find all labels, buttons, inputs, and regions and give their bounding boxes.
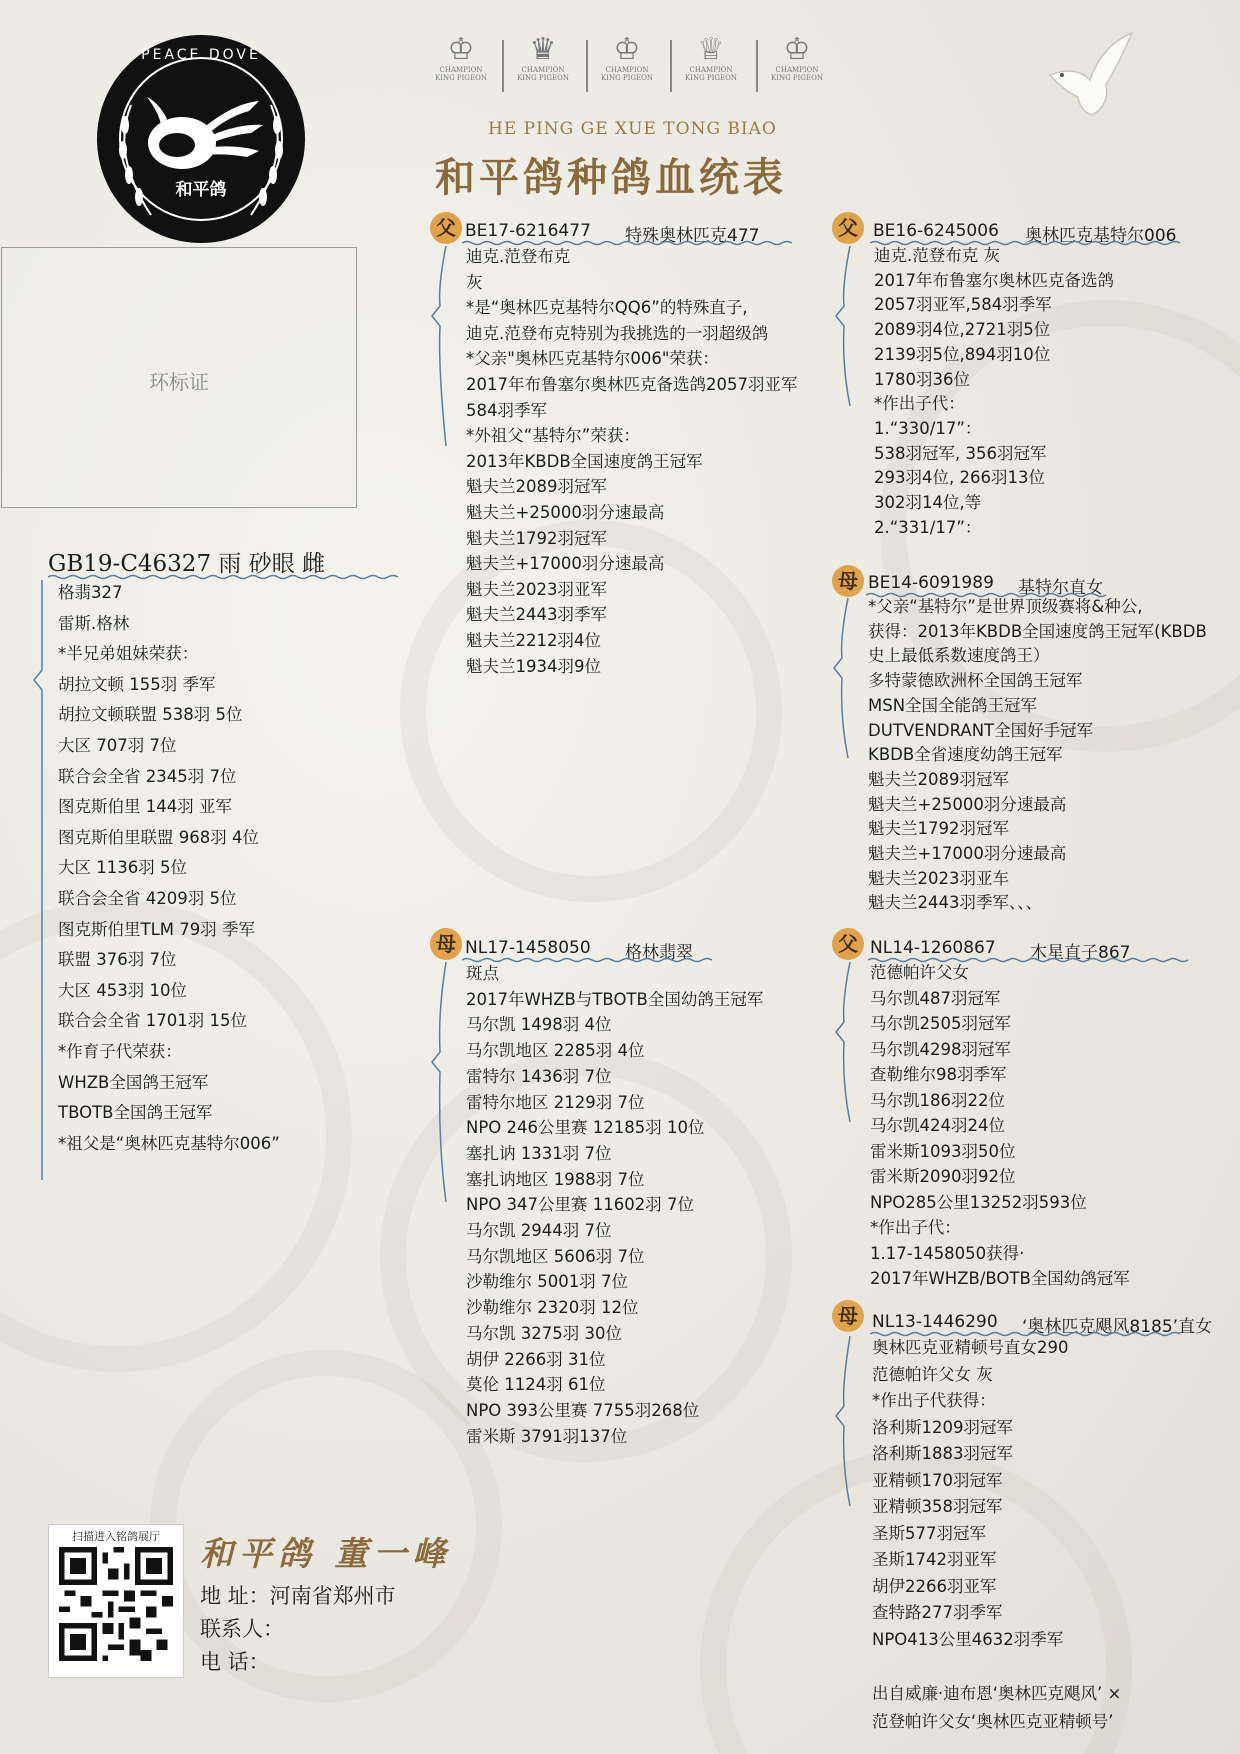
detail-line: 联合会全省 4209羽 5位: [58, 888, 237, 908]
sire-dam-id: BE14-6091989: [868, 573, 994, 593]
crown-icon: ♕: [697, 32, 725, 67]
crown-caption: KING PIGEON: [435, 74, 487, 82]
detail-line: *祖父是“奥林匹克基特尔006”: [58, 1133, 280, 1153]
dam-dam-id: NL13-1446290: [872, 1312, 998, 1332]
detail-line: *作出子代：: [870, 1218, 961, 1237]
detail-line: 图克斯伯里TLM 79羽 季军: [58, 919, 255, 939]
detail-line: 雷特尔地区 2129羽 7位: [466, 1092, 645, 1112]
dam-sire-badge: 父: [832, 928, 864, 960]
detail-line: NPO413公里4632羽季军: [872, 1629, 1064, 1649]
detail-line: 迪克.范登布克: [466, 247, 571, 266]
detail-line: 灰: [466, 272, 483, 292]
detail-line: NPO 246公里赛 12185羽 10位: [466, 1118, 705, 1138]
detail-line: 2139羽5位,894羽10位: [874, 344, 1051, 364]
dam-sire-name: 木星直子867: [1030, 943, 1131, 963]
contact-line: 联系人：: [200, 1617, 284, 1641]
detail-line: 魁夫兰+25000羽分速最高: [868, 794, 1067, 814]
sire-dam-badge: 母: [832, 565, 864, 597]
detail-line: 塞扎讷 1331羽 7位: [466, 1143, 612, 1163]
detail-line: 马尔凯2505羽冠军: [870, 1014, 1011, 1033]
detail-line: 雷米斯1093羽50位: [870, 1141, 1016, 1161]
crown-caption: CHAMPION: [689, 66, 733, 74]
detail-line: *作出子代：: [874, 394, 965, 414]
detail-line: 302羽14位,等: [874, 493, 982, 513]
sire-dam-details: [868, 595, 1207, 916]
qr-caption: 扫描进入铭鸽展厅: [72, 1530, 160, 1543]
detail-line: 马尔凯4298羽冠军: [870, 1039, 1011, 1059]
crown-badge: [512, 34, 574, 94]
detail-line: 584羽季军: [466, 400, 547, 420]
detail-line: 沙勒维尔 5001羽 7位: [466, 1272, 628, 1292]
crown-caption: KING PIGEON: [517, 74, 569, 82]
address-line: 地 址：河南省郑州市: [200, 1584, 396, 1608]
qr-code-icon[interactable]: [59, 1547, 173, 1661]
detail-line: KBDB全省速度幼鸽王冠军: [868, 745, 1063, 765]
detail-line: 雷斯.格林: [58, 613, 130, 633]
divider: [670, 40, 672, 92]
bracket-line: [428, 246, 450, 446]
crown-caption: CHAMPION: [605, 66, 649, 74]
detail-line: 大区 1136羽 5位: [58, 858, 187, 878]
detail-line: 胡伊 2266羽 31位: [466, 1349, 606, 1369]
detail-line: *半兄弟姐妹荣获：: [58, 644, 199, 664]
detail-line: 奥林匹克亚精顿号直女290: [872, 1338, 1069, 1357]
detail-line: 雷特尔 1436羽 7位: [466, 1066, 612, 1086]
crown-caption: KING PIGEON: [685, 74, 737, 82]
detail-line: 塞扎讷地区 1988羽 7位: [466, 1169, 645, 1189]
detail-line: 马尔凯 3275羽 30位: [466, 1323, 622, 1343]
bracket-line: [428, 962, 450, 1202]
crown-caption: CHAMPION: [775, 66, 819, 74]
detail-line: 大区 707羽 7位: [58, 735, 177, 755]
crown-badge: [430, 34, 492, 94]
dam-sire-details: [870, 960, 1130, 1292]
detail-line: 魁夫兰1934羽9位: [466, 656, 601, 676]
detail-line: NPO 393公里赛 7755羽268位: [466, 1400, 700, 1420]
detail-line: *父亲“基特尔”是世界顶级赛将&种公,: [868, 597, 1143, 616]
dam-dam-details: [872, 1335, 1069, 1653]
detail-line: 查勒维尔98羽季军: [870, 1065, 1007, 1084]
detail-line: *作育子代荣获：: [58, 1041, 182, 1061]
detail-line: 斑点: [466, 964, 499, 983]
detail-line: 莫伦 1124羽 61位: [466, 1375, 606, 1395]
crown-caption: CHAMPION: [439, 66, 483, 74]
dam-dam-origin: [872, 1680, 1121, 1736]
logo-cn-text: 和平鸽: [175, 180, 227, 200]
dam-dam-name: ‘奥林匹克飓风8185’直女: [1022, 1317, 1213, 1337]
dam-name: 格林翡翠: [625, 943, 693, 963]
bracket-line: [832, 246, 854, 406]
sire-badge: 父: [430, 212, 462, 244]
sire-dam-name: 基特尔直女: [1018, 578, 1103, 598]
detail-line: 格翡327: [58, 583, 123, 602]
detail-line: 联盟 376羽 7位: [58, 950, 177, 970]
sire-details: [466, 244, 797, 679]
detail-line: 胡伊2266羽亚军: [872, 1576, 997, 1596]
detail-line: 魁夫兰2443羽季军、、、: [868, 893, 1042, 913]
crown-caption: KING PIGEON: [601, 74, 653, 82]
detail-line: 查特路277羽季军: [872, 1603, 1003, 1622]
detail-line: 圣斯577羽冠军: [872, 1523, 986, 1543]
detail-line: 马尔凯 2944羽 7位: [466, 1221, 612, 1241]
detail-line: 2.“331/17”：: [874, 517, 982, 537]
detail-line: *作出子代获得：: [872, 1391, 996, 1410]
detail-line: 大区 453羽 10位: [58, 980, 187, 1000]
dam-badge: 母: [430, 928, 462, 960]
dam-sire-id: NL14-1260867: [870, 938, 996, 958]
detail-line: *是“奥林匹克基特尔QQ6”的特殊直子,: [466, 298, 748, 318]
crown-icon: ♛: [529, 32, 557, 67]
detail-line: 洛利斯1883羽冠军: [872, 1444, 1013, 1463]
detail-line: 魁夫兰2089羽冠军: [868, 769, 1009, 789]
bracket-line: [832, 962, 854, 1122]
detail-line: NPO 347公里赛 11602羽 7位: [466, 1195, 694, 1215]
detail-line: 2017年WHZB与TBOTB全国幼鸽王冠军: [466, 989, 764, 1009]
sire-id: BE17-6216477: [465, 221, 591, 241]
detail-line: 迪克.范登布克特别为我挑选的一羽超级鸽: [466, 323, 769, 343]
dam-dam-badge: 母: [832, 1300, 864, 1332]
ring-certificate-label: 环标证: [149, 370, 209, 394]
detail-line: 2017年WHZB/BOTB全国幼鸽冠军: [870, 1269, 1130, 1288]
detail-line: 图克斯伯里联盟 968羽 4位: [58, 827, 259, 847]
detail-line: 魁夫兰2023羽亚车: [868, 868, 1009, 888]
logo-top-text: PEACE DOVE: [141, 47, 261, 63]
detail-line: 雷米斯2090羽92位: [870, 1167, 1016, 1186]
detail-line: TBOTB全国鸽王冠军: [58, 1103, 213, 1123]
crown-caption: CHAMPION: [521, 66, 565, 74]
detail-line: 538羽冠军, 356羽冠军: [874, 443, 1047, 463]
detail-line: 魁夫兰2023羽亚军: [466, 579, 607, 599]
page-title: 和平鸽种鸽血统表: [435, 154, 787, 201]
detail-line: 范德帕许父女: [870, 963, 969, 982]
detail-line: 亚精顿358羽冠军: [872, 1497, 1003, 1516]
divider: [502, 40, 504, 92]
main-bird-id: GB19-C46327 雨 砂眼 雌: [48, 551, 326, 577]
detail-line: 1.17-1458050获得·: [870, 1243, 1025, 1263]
header-pinyin: HE PING GE XUE TONG BIAO: [488, 119, 777, 139]
white-dove-icon: [1040, 25, 1140, 125]
detail-line: 1.“330/17”：: [874, 418, 982, 438]
detail-line: *父亲"奥林匹克基特尔006"荣获：: [466, 349, 719, 369]
sire-sire-details: [874, 244, 1114, 540]
detail-line: 图克斯伯里 144羽 亚军: [58, 797, 232, 817]
detail-line: NPO285公里13252羽593位: [870, 1192, 1087, 1212]
detail-line: 2017年布鲁塞尔奥林匹克备选鸽: [874, 270, 1114, 290]
detail-line: 马尔凯186羽22位: [870, 1090, 1005, 1110]
sire-sire-name: 奥林匹克基特尔006: [1025, 226, 1177, 246]
detail-line: 沙勒维尔 2320羽 12位: [466, 1298, 639, 1318]
detail-line: 亚精顿170羽冠军: [872, 1470, 1003, 1490]
detail-line: 魁夫兰2212羽4位: [466, 630, 601, 650]
detail-line: 2017年布鲁塞尔奥林匹克备选鸽2057羽亚军: [466, 374, 798, 394]
bracket-line: [830, 598, 852, 758]
crown-icon: ♔: [783, 32, 811, 67]
crown-badge: [766, 34, 828, 94]
detail-line: 胡拉文顿联盟 538羽 5位: [58, 705, 243, 725]
detail-line: 获得：2013年KBDB全国速度鸽王冠军(KBDB: [868, 621, 1207, 641]
detail-line: 魁夫兰1792羽冠军: [466, 528, 607, 548]
detail-line: 魁夫兰+17000羽分速最高: [868, 844, 1067, 864]
detail-line: 多特蒙德欧洲杯全国鸽王冠军: [868, 671, 1083, 691]
detail-line: 雷米斯 3791羽137位: [466, 1426, 628, 1446]
bracket-line: [832, 1336, 854, 1506]
detail-line: MSN全国全能鸽王冠军: [868, 695, 1038, 715]
detail-line: 1780羽36位: [874, 369, 970, 389]
laurel-wreath-icon: [111, 75, 291, 235]
divider: [586, 40, 588, 92]
origin-line: 出自威廉·迪布恩‘奥林匹克飓风’ ×: [872, 1684, 1122, 1703]
detail-line: 魁夫兰+25000羽分速最高: [466, 502, 665, 522]
peace-dove-logo: [97, 35, 305, 243]
detail-line: 马尔凯487羽冠军: [870, 988, 1001, 1008]
qr-code-card[interactable]: [48, 1524, 184, 1678]
detail-line: 联合会全省 2345羽 7位: [58, 766, 237, 786]
detail-line: DUTVENDRANT全国好手冠军: [868, 720, 1094, 740]
detail-line: 魁夫兰2443羽季军: [466, 605, 607, 625]
crown-icon: ♔: [447, 32, 475, 67]
detail-line: 马尔凯 1498羽 4位: [466, 1015, 612, 1035]
sire-sire-badge: 父: [832, 212, 864, 244]
divider: [756, 40, 758, 92]
main-bird-details: [58, 578, 280, 1159]
detail-line: 范德帕许父女 灰: [872, 1364, 993, 1384]
detail-line: 马尔凯地区 2285羽 4位: [466, 1041, 645, 1061]
detail-line: 圣斯1742羽亚军: [872, 1550, 997, 1569]
detail-line: 2057羽亚军,584羽季军: [874, 295, 1052, 315]
crown-badge: [596, 34, 658, 94]
detail-line: 马尔凯地区 5606羽 7位: [466, 1246, 645, 1266]
crown-badge: [680, 34, 742, 94]
detail-line: 联合会全省 1701羽 15位: [58, 1011, 247, 1031]
detail-line: 魁夫兰1792羽冠军: [868, 819, 1009, 839]
detail-line: 史上最低系数速度鸽王）: [868, 646, 1050, 666]
detail-line: *外祖父“基特尔”荣获：: [466, 426, 640, 446]
detail-line: 魁夫兰+17000羽分速最高: [466, 554, 665, 574]
detail-line: 魁夫兰2089羽冠军: [466, 477, 607, 497]
detail-line: 洛利斯1209羽冠军: [872, 1417, 1013, 1437]
ring-certificate-box: [1, 247, 357, 508]
crown-caption: KING PIGEON: [771, 74, 823, 82]
phone-line: 电 话：: [200, 1650, 270, 1674]
crown-icon: ♔: [613, 32, 641, 67]
sire-sire-id: BE16-6245006: [873, 221, 999, 241]
origin-line: 范登帕许父女‘奥林匹克亚精顿号’: [872, 1712, 1114, 1731]
detail-line: 293羽4位, 266羽13位: [874, 468, 1045, 488]
detail-line: 2013年KBDB全国速度鸽王冠军: [466, 451, 703, 471]
bracket-line: [30, 580, 52, 1180]
detail-line: 迪克.范登布克 灰: [874, 246, 1000, 265]
sire-name: 特殊奥林匹克477: [625, 226, 760, 246]
breeder-signature: 和平鸽 董一峰: [200, 1534, 452, 1573]
detail-line: 2089羽4位,2721羽5位: [874, 320, 1051, 340]
detail-line: 胡拉文顿 155羽 季军: [58, 674, 216, 694]
detail-line: 马尔凯424羽24位: [870, 1116, 1005, 1135]
dam-id: NL17-1458050: [465, 938, 591, 958]
dam-details: [466, 961, 763, 1449]
detail-line: WHZB全国鸽王冠军: [58, 1072, 209, 1092]
